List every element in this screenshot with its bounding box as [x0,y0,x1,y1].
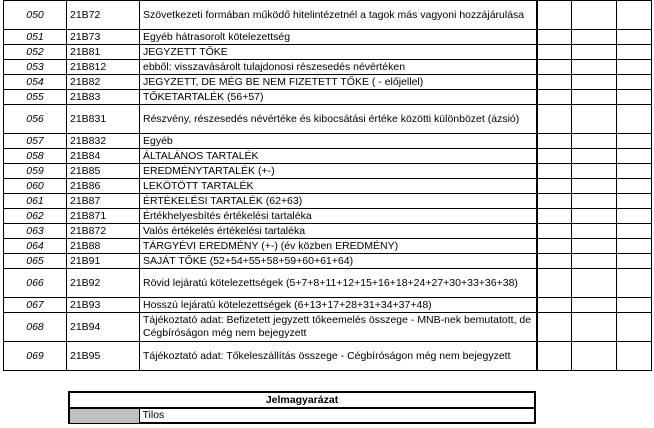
value-cell-1 [537,224,572,239]
value-cell-1 [537,298,572,313]
value-cell-3 [617,224,652,239]
table-row [4,224,652,239]
value-cell-1 [537,30,572,45]
row-label: Tájékoztató adat: Tőkeleszállítás összege - Cégbíróságon még nem bejegyzett [140,342,537,371]
value-cell-3 [617,1,652,30]
value-cell-2 [572,60,617,75]
table-row [4,164,652,179]
value-cell-1 [537,254,572,269]
value-cell-3 [617,254,652,269]
value-cell-3 [617,45,652,60]
value-cell-1 [537,239,572,254]
table-row [4,75,652,90]
table-row [4,342,652,371]
table-row [4,269,652,298]
row-reference: 21B72 [67,1,140,30]
row-reference: 21B95 [67,342,140,371]
value-cell-2 [572,269,617,298]
value-cell-3 [617,313,652,342]
row-reference: 21B871 [67,209,140,224]
table-row [4,209,652,224]
data-table [3,0,652,371]
table-row [4,179,652,194]
table-row [4,254,652,269]
row-code: 055 [4,90,67,105]
table-row [4,298,652,313]
row-label: EREDMÉNYTARTALÉK (+-) [140,164,537,179]
value-cell-2 [572,30,617,45]
row-label: Hosszú lejáratú kötelezettségek (6+13+17+28+31+34+37+48) [140,298,537,313]
row-label: Valós értékelés értékelési tartaléka [140,224,537,239]
row-label: ÉRTÉKELÉSI TARTALÉK (62+63) [140,194,537,209]
value-cell-3 [617,269,652,298]
row-code: 066 [4,269,67,298]
row-code: 050 [4,1,67,30]
value-cell-1 [537,209,572,224]
value-cell-1 [537,60,572,75]
row-label: TŐKETARTALÉK (56+57) [140,90,537,105]
row-reference: 21B812 [67,60,140,75]
value-cell-2 [572,224,617,239]
legend-label-forbidden: Tilos [139,408,535,423]
value-cell-1 [537,149,572,164]
value-cell-2 [572,134,617,149]
value-cell-3 [617,134,652,149]
row-code: 058 [4,149,67,164]
value-cell-3 [617,209,652,224]
table-row [4,313,652,342]
row-code: 065 [4,254,67,269]
row-label: Értékhelyesbítés értékelési tartaléka [140,209,537,224]
row-reference: 21B85 [67,164,140,179]
table-row [4,1,652,30]
value-cell-2 [572,45,617,60]
legend-table [68,391,536,424]
row-reference: 21B92 [67,269,140,298]
row-reference: 21B87 [67,194,140,209]
row-reference: 21B88 [67,239,140,254]
value-cell-2 [572,149,617,164]
row-code: 057 [4,134,67,149]
value-cell-1 [537,164,572,179]
value-cell-2 [572,209,617,224]
row-code: 061 [4,194,67,209]
value-cell-3 [617,75,652,90]
table-row [4,134,652,149]
value-cell-1 [537,134,572,149]
row-reference: 21B82 [67,75,140,90]
row-label: JEGYZETT TŐKE [140,45,537,60]
row-reference: 21B73 [67,30,140,45]
row-code: 054 [4,75,67,90]
row-code: 053 [4,60,67,75]
value-cell-2 [572,254,617,269]
row-code: 059 [4,164,67,179]
value-cell-2 [572,1,617,30]
row-label: Részvény, részesedés névértéke és kibocsátási értéke közötti különbözet (ázsió) [140,105,537,134]
row-code: 051 [4,30,67,45]
row-reference: 21B91 [67,254,140,269]
row-code: 056 [4,105,67,134]
row-code: 067 [4,298,67,313]
value-cell-3 [617,298,652,313]
row-code: 068 [4,313,67,342]
row-label: LEKÖTÖTT TARTALÉK [140,179,537,194]
row-code: 063 [4,224,67,239]
row-reference: 21B831 [67,105,140,134]
legend-swatch-forbidden [69,408,139,423]
value-cell-3 [617,149,652,164]
value-cell-2 [572,179,617,194]
row-reference: 21B872 [67,224,140,239]
row-reference: 21B84 [67,149,140,164]
row-reference: 21B86 [67,179,140,194]
row-label: Egyéb [140,134,537,149]
value-cell-1 [537,342,572,371]
value-cell-2 [572,105,617,134]
value-cell-1 [537,105,572,134]
row-reference: 21B83 [67,90,140,105]
table-row [4,149,652,164]
table-row [4,194,652,209]
row-code: 069 [4,342,67,371]
table-row [4,30,652,45]
row-label: ÁLTALÁNOS TARTALÉK [140,149,537,164]
table-body [4,1,652,371]
value-cell-2 [572,164,617,179]
value-cell-2 [572,239,617,254]
value-cell-1 [537,313,572,342]
value-cell-3 [617,239,652,254]
value-cell-3 [617,90,652,105]
value-cell-2 [572,194,617,209]
value-cell-3 [617,60,652,75]
row-code: 064 [4,239,67,254]
row-label: JEGYZETT, DE MÉG BE NEM FIZETETT TŐKE ( - előjellel) [140,75,537,90]
value-cell-1 [537,194,572,209]
value-cell-2 [572,342,617,371]
value-cell-3 [617,164,652,179]
row-label: Tájékoztató adat: Befizetett jegyzett tőkeemelés összege - MNB-nek bemutatott, de Cégbíróságon még nem bejegyzett [140,313,537,342]
value-cell-2 [572,90,617,105]
value-cell-1 [537,269,572,298]
row-code: 052 [4,45,67,60]
value-cell-1 [537,90,572,105]
value-cell-1 [537,179,572,194]
value-cell-1 [537,45,572,60]
value-cell-3 [617,342,652,371]
value-cell-3 [617,179,652,194]
table-row [4,60,652,75]
value-cell-3 [617,194,652,209]
row-reference: 21B93 [67,298,140,313]
row-reference: 21B832 [67,134,140,149]
value-cell-2 [572,75,617,90]
row-label: Rövid lejáratú kötelezettségek (5+7+8+11+12+15+16+18+24+27+30+33+36+38) [140,269,537,298]
row-label: TÁRGYÉVI EREDMÉNY (+-) (év közben EREDMÉNY) [140,239,537,254]
row-reference: 21B81 [67,45,140,60]
table-row [4,90,652,105]
value-cell-3 [617,30,652,45]
row-code: 060 [4,179,67,194]
table-row [4,105,652,134]
row-label: ebből: visszavásárolt tulajdonosi részesedés névértéken [140,60,537,75]
row-label: Egyéb hátrasorolt kötelezettség [140,30,537,45]
row-reference: 21B94 [67,313,140,342]
value-cell-1 [537,1,572,30]
table-row [4,239,652,254]
legend-title: Jelmagyarázat [69,392,535,408]
value-cell-1 [537,75,572,90]
value-cell-2 [572,313,617,342]
row-label: Szövetkezeti formában működő hitelintézetnél a tagok más vagyoni hozzájárulása [140,1,537,30]
row-code: 062 [4,209,67,224]
value-cell-2 [572,298,617,313]
table-row [4,45,652,60]
row-label: SAJÁT TŐKE (52+54+55+58+59+60+61+64) [140,254,537,269]
value-cell-3 [617,105,652,134]
